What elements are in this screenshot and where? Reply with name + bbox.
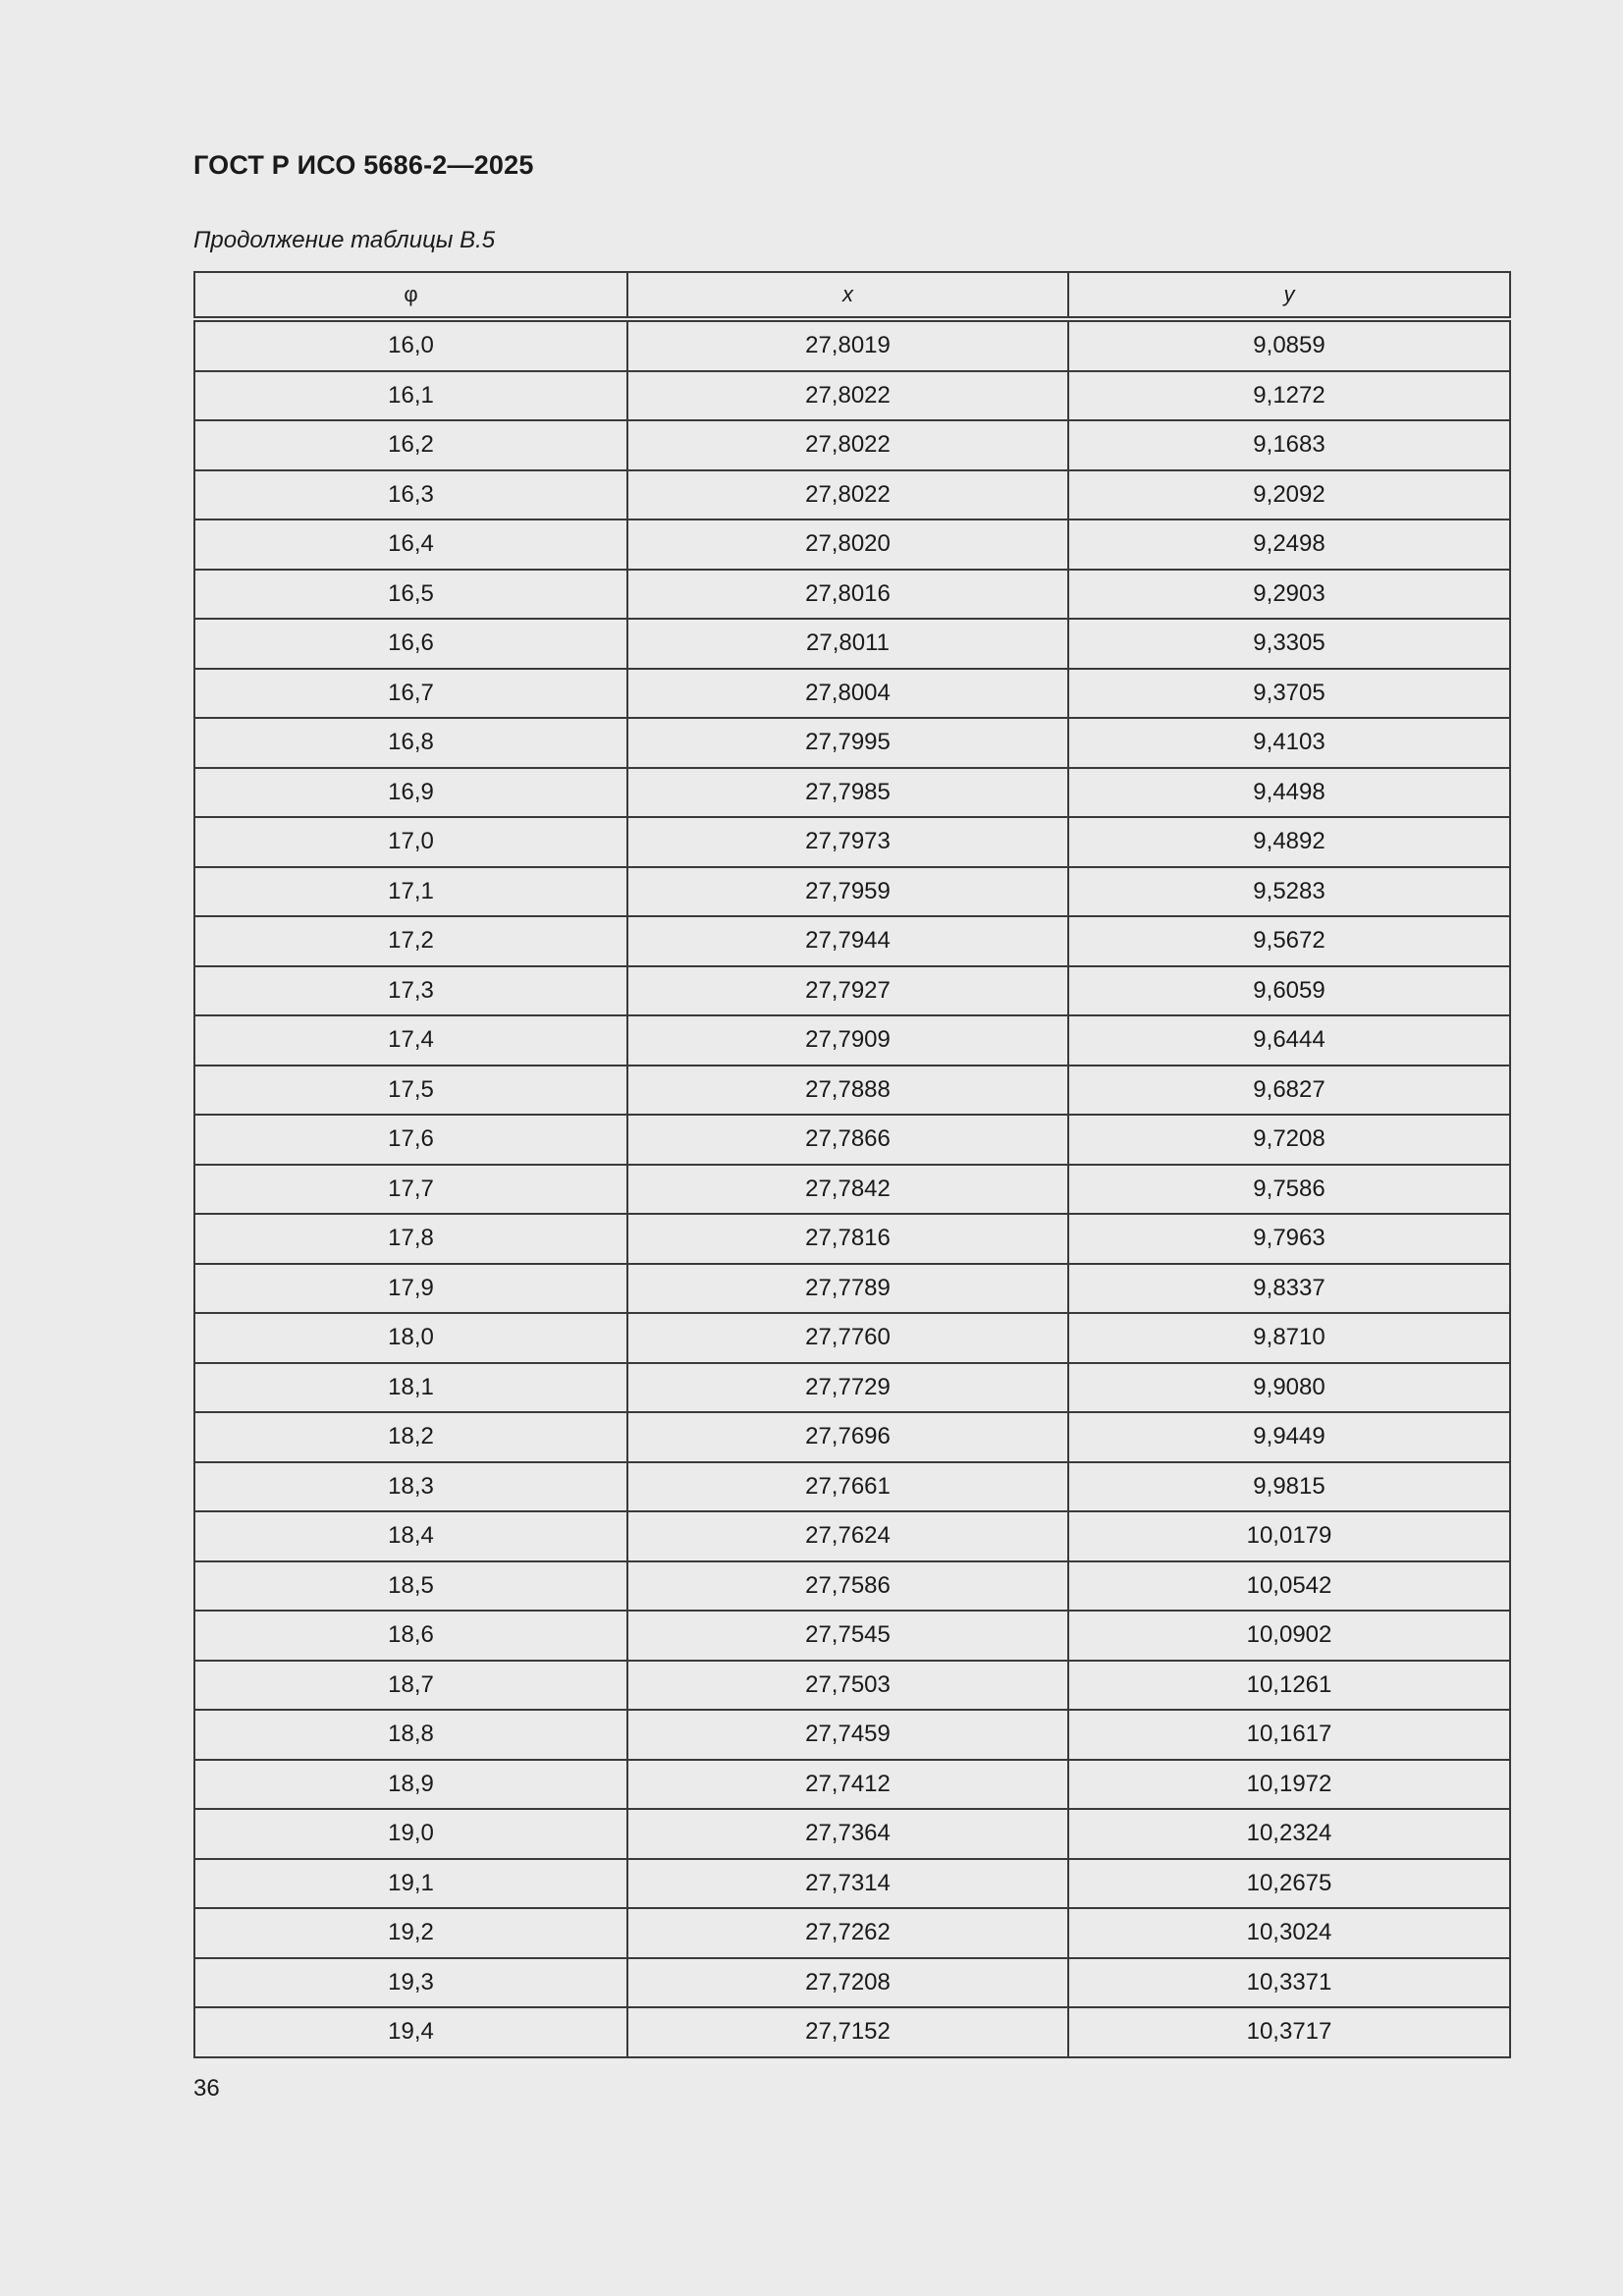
cell-x: 27,8022 (627, 371, 1068, 421)
table-row (194, 1760, 1510, 1810)
cell-y: 9,7586 (1068, 1165, 1510, 1215)
table-row (194, 1412, 1510, 1462)
table-row (194, 1859, 1510, 1909)
coordinates-table (193, 271, 1511, 2058)
cell-y: 9,5672 (1068, 916, 1510, 966)
cell-phi: 19,2 (194, 1908, 627, 1958)
cell-phi: 18,0 (194, 1313, 627, 1363)
cell-phi: 18,7 (194, 1661, 627, 1711)
table-row (194, 718, 1510, 768)
table-row (194, 1611, 1510, 1661)
cell-y: 10,3371 (1068, 1958, 1510, 2008)
cell-x: 27,7364 (627, 1809, 1068, 1859)
cell-x: 27,7503 (627, 1661, 1068, 1711)
cell-x: 27,7729 (627, 1363, 1068, 1413)
cell-phi: 17,3 (194, 966, 627, 1016)
cell-x: 27,7152 (627, 2007, 1068, 2057)
cell-phi: 17,5 (194, 1066, 627, 1116)
page-number: 36 (193, 2075, 220, 2102)
table-caption: Продолжение таблицы B.5 (193, 227, 496, 253)
column-header-y: y (1068, 272, 1510, 319)
table-row (194, 1363, 1510, 1413)
cell-x: 27,7661 (627, 1462, 1068, 1512)
table-row (194, 1809, 1510, 1859)
cell-x: 27,7459 (627, 1710, 1068, 1760)
cell-y: 9,2498 (1068, 519, 1510, 570)
table-row (194, 371, 1510, 421)
cell-x: 27,7314 (627, 1859, 1068, 1909)
cell-phi: 17,2 (194, 916, 627, 966)
cell-y: 9,4103 (1068, 718, 1510, 768)
cell-phi: 18,3 (194, 1462, 627, 1512)
cell-y: 9,2092 (1068, 470, 1510, 520)
table-header-row (194, 272, 1510, 319)
cell-phi: 19,3 (194, 1958, 627, 2008)
table-row (194, 619, 1510, 669)
cell-y: 9,7208 (1068, 1115, 1510, 1165)
cell-phi: 16,7 (194, 669, 627, 719)
cell-phi: 16,6 (194, 619, 627, 669)
column-header-phi: φ (194, 272, 627, 319)
table-row (194, 1511, 1510, 1561)
cell-phi: 16,1 (194, 371, 627, 421)
cell-x: 27,7985 (627, 768, 1068, 818)
cell-phi: 16,9 (194, 768, 627, 818)
cell-y: 10,0542 (1068, 1561, 1510, 1612)
table-row (194, 470, 1510, 520)
cell-x: 27,7816 (627, 1214, 1068, 1264)
cell-y: 9,6827 (1068, 1066, 1510, 1116)
cell-y: 10,0902 (1068, 1611, 1510, 1661)
cell-phi: 19,1 (194, 1859, 627, 1909)
cell-phi: 17,4 (194, 1015, 627, 1066)
cell-phi: 18,8 (194, 1710, 627, 1760)
cell-x: 27,7696 (627, 1412, 1068, 1462)
table-row (194, 768, 1510, 818)
cell-y: 9,8710 (1068, 1313, 1510, 1363)
cell-y: 9,6444 (1068, 1015, 1510, 1066)
cell-x: 27,8022 (627, 470, 1068, 520)
cell-y: 9,7963 (1068, 1214, 1510, 1264)
cell-x: 27,8020 (627, 519, 1068, 570)
table-row (194, 1165, 1510, 1215)
table-row (194, 420, 1510, 470)
cell-y: 10,3717 (1068, 2007, 1510, 2057)
cell-x: 27,8022 (627, 420, 1068, 470)
table-row (194, 1264, 1510, 1314)
cell-x: 27,8004 (627, 669, 1068, 719)
table-row (194, 1661, 1510, 1711)
cell-x: 27,7888 (627, 1066, 1068, 1116)
cell-phi: 16,0 (194, 319, 627, 371)
table-row (194, 1561, 1510, 1612)
cell-x: 27,7412 (627, 1760, 1068, 1810)
table-row (194, 1908, 1510, 1958)
cell-x: 27,8016 (627, 570, 1068, 620)
table-row (194, 817, 1510, 867)
cell-y: 9,2903 (1068, 570, 1510, 620)
cell-phi: 17,7 (194, 1165, 627, 1215)
cell-x: 27,7944 (627, 916, 1068, 966)
cell-phi: 19,4 (194, 2007, 627, 2057)
table-row (194, 1214, 1510, 1264)
cell-phi: 16,3 (194, 470, 627, 520)
table-row (194, 1015, 1510, 1066)
cell-phi: 18,9 (194, 1760, 627, 1810)
table-row (194, 1462, 1510, 1512)
cell-x: 27,7866 (627, 1115, 1068, 1165)
cell-y: 9,3705 (1068, 669, 1510, 719)
table-row (194, 519, 1510, 570)
cell-phi: 18,1 (194, 1363, 627, 1413)
table-row (194, 319, 1510, 371)
cell-phi: 16,4 (194, 519, 627, 570)
cell-y: 9,4498 (1068, 768, 1510, 818)
table-body (194, 319, 1510, 2057)
table-row (194, 669, 1510, 719)
document-code: ГОСТ Р ИСО 5686-2—2025 (193, 150, 534, 180)
cell-x: 27,7586 (627, 1561, 1068, 1612)
cell-y: 9,9449 (1068, 1412, 1510, 1462)
cell-phi: 18,5 (194, 1561, 627, 1612)
table-row (194, 570, 1510, 620)
cell-y: 9,8337 (1068, 1264, 1510, 1314)
table-row (194, 1958, 1510, 2008)
table-row (194, 1115, 1510, 1165)
table-row (194, 1066, 1510, 1116)
table-row (194, 867, 1510, 917)
cell-y: 9,5283 (1068, 867, 1510, 917)
cell-y: 10,1617 (1068, 1710, 1510, 1760)
cell-x: 27,7927 (627, 966, 1068, 1016)
cell-y: 10,0179 (1068, 1511, 1510, 1561)
table-row (194, 1313, 1510, 1363)
cell-y: 10,3024 (1068, 1908, 1510, 1958)
cell-phi: 16,5 (194, 570, 627, 620)
cell-y: 9,6059 (1068, 966, 1510, 1016)
cell-y: 10,1261 (1068, 1661, 1510, 1711)
cell-y: 10,1972 (1068, 1760, 1510, 1810)
table-row (194, 916, 1510, 966)
cell-x: 27,7624 (627, 1511, 1068, 1561)
cell-phi: 18,6 (194, 1611, 627, 1661)
cell-y: 9,1272 (1068, 371, 1510, 421)
cell-phi: 17,1 (194, 867, 627, 917)
cell-phi: 16,2 (194, 420, 627, 470)
cell-phi: 17,9 (194, 1264, 627, 1314)
cell-phi: 17,8 (194, 1214, 627, 1264)
cell-y: 9,3305 (1068, 619, 1510, 669)
cell-x: 27,7909 (627, 1015, 1068, 1066)
table-row (194, 966, 1510, 1016)
cell-phi: 18,2 (194, 1412, 627, 1462)
cell-y: 9,9080 (1068, 1363, 1510, 1413)
cell-x: 27,7545 (627, 1611, 1068, 1661)
cell-y: 10,2324 (1068, 1809, 1510, 1859)
cell-y: 9,1683 (1068, 420, 1510, 470)
cell-x: 27,7842 (627, 1165, 1068, 1215)
cell-phi: 17,6 (194, 1115, 627, 1165)
cell-x: 27,7959 (627, 867, 1068, 917)
cell-x: 27,8011 (627, 619, 1068, 669)
cell-phi: 16,8 (194, 718, 627, 768)
cell-phi: 17,0 (194, 817, 627, 867)
cell-x: 27,7973 (627, 817, 1068, 867)
cell-phi: 18,4 (194, 1511, 627, 1561)
cell-x: 27,7208 (627, 1958, 1068, 2008)
cell-y: 9,9815 (1068, 1462, 1510, 1512)
cell-x: 27,7760 (627, 1313, 1068, 1363)
cell-y: 9,4892 (1068, 817, 1510, 867)
cell-y: 10,2675 (1068, 1859, 1510, 1909)
cell-x: 27,7789 (627, 1264, 1068, 1314)
cell-x: 27,7262 (627, 1908, 1068, 1958)
cell-x: 27,8019 (627, 319, 1068, 371)
cell-x: 27,7995 (627, 718, 1068, 768)
table-row (194, 1710, 1510, 1760)
cell-y: 9,0859 (1068, 319, 1510, 371)
column-header-x: x (627, 272, 1068, 319)
cell-phi: 19,0 (194, 1809, 627, 1859)
table-row (194, 2007, 1510, 2057)
